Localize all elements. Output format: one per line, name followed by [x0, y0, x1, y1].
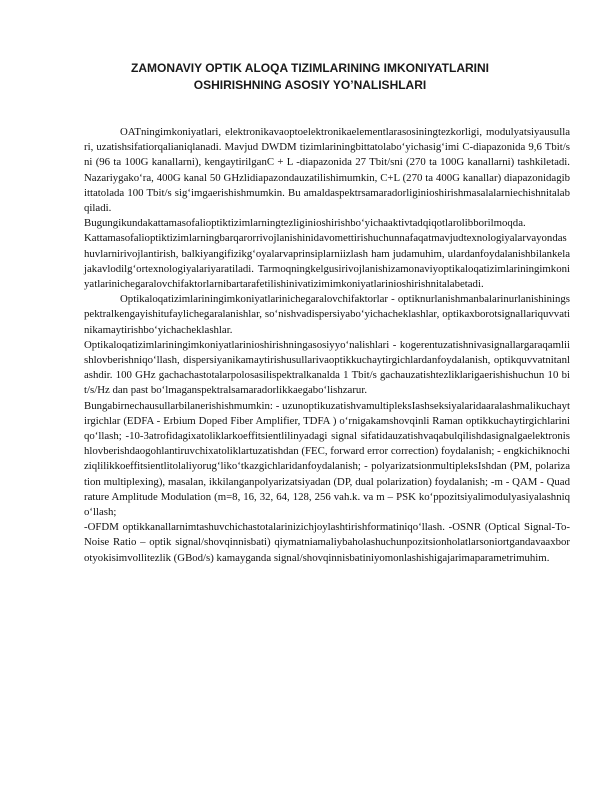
paragraph-intro: OATningimkoniyatlari, elektronikavaoptoelektronikaelementlarasosiningtezkorligi, modulyatsiyausullari, uzatishsifatiorqalianiqlanadi. Mavjud DWDM tizimlariningbittatolabo‘yichasig‘imi C-diapazonida 9,6 Tbit/sni (96 ta 100G kanallarni), kengaytirilganC + L -diapazonida 27 Tbit/sni (270 ta 100G kanallarni) tashkiletadi. Nazariygako‘ra, 400G kanal 50 GHzlidiapazondauzatilishimumkin, C+L (270 ta 400G kanallar) diapazonidagibittatolada 100 Tbit/s sig‘imgaerishishmumkin. Bu amaldaspektrsamaradorliginioshirishmasalalarniechishnitalabqiladi. [84, 126, 570, 215]
page-title [60, 60, 560, 94]
title-line-1: ZAMONAVIY OPTIK ALOQA TIZIMLARINING IMKONIYATLARINI [131, 61, 489, 75]
title-line-2: OSHIRISHNING ASOSIY YO’NALISHLARI [193, 78, 427, 92]
paragraph-ofdm-osnr: -OFDM optikkanallarnimtashuvchichastotalarinizichjoylashtirishformatiniqo‘llash. -OSNR (Optical Signal-To-Noise Ratio – optik signal/shovqinnisbati) qiymatniamaliybaholashuchunpozitsionholatlarsoniortgandavaaxborotyokisimvollitezlik (GBod/s) kamayganda signal/shovqinnisbatiniyomonlashishigajarimaparametrimuhim. [84, 521, 570, 564]
paragraph-development: Kattamasofalioptiktizimlarningbarqarorrivojlanishinidavomettirishuchunnafaqatmavjudtexnologiyalarvayondashuvlarnirivojlantirish, balkiyangifizikg‘oyalarvaprinsiplarniizlash ham judamuhim, ulardanfoydalanishbilankelajakavlodilg‘ortexnologiyalariyaratiladi. Tarmoqningkelgusirivojlanishizamonaviyoptikaloqatizimlariningimkoniyatlarinichegaralovchifaktorlarnibartarafetilishinivatizimimkoniyatlarinioshirishnitalabetadi. [84, 232, 570, 291]
paragraph-research: Bugungikundakattamasofalioptiktizimlarningtezliginioshirishbo‘yichaaktivtadqiqotlarolibborilmoqda. [84, 217, 526, 230]
paragraph-methods: Bungabirnechausullarbilanerishishmumkin: - uzunoptikuzatishvamultipleksIashseksiyalaridaaralashmalikuchaytirgichlar (EDFA - Erbium Doped Fiber Amplifier, TDFA ) o‘rnigakamshovqinli Raman optikkuchaytirgichlariniqo‘llash; -10-3atrofidagixatoliklarkoeffitsientlilinyadagi signal sifatidauzatishvaqabulqilishdasignalgaelektronishlovberishdaogohlantiruvchixatoliklartuzatishdan (FEC, forward error correction) foydalanish; - engkichiknochiziqlilikkoeffitsientlitolaliyorug‘liko‘tkazgichlaridanfoydalanish; - polyarizatsionmultipleksIshdan (PM, polarization multiplexing), masalan, ikkilanganpolyarizatsiyadan (DP, dual polarization) foydalanish; -m - QAM - Quadrature Amplitude Modulation (m=8, 16, 32, 64, 128, 256 vah.k. va m – PSK ko‘ppozitsiyalimodulyasiyalashniqo‘llash; [84, 399, 570, 519]
document-body [84, 125, 570, 566]
paragraph-limiting-factors: Optikaloqatizimlariningimkoniyatlarinichegaralovchifaktorlar - optiknurlanishmanbalarinurlanishiningspektralkengayishitufaylichegaralanishlar, so‘nishvadispersiyabo‘yichacheklashlar, optikaxborotsignallariquvvatinikamaytirishbo‘yichacheklashlar. [84, 293, 570, 336]
paragraph-main-directions: Optikaloqatizimlariningimkoniyatlarinioshirishningasosiyyo‘nalishlari - kogerentuzatishnivasignallargaraqamliishlovberishniqo‘llash, dispersiyanikamaytirishusullarivaoptikkuchaytirgichlardanfoydalanish, optikquvvatnitanlashdir. 100 GHz gachachastotalarpolosasilispektralkanalda 1 Tbit/s gachauzatishtezliklarigaerishishuchun 10 bit/s/Hz dan past bo‘lmaganspektralsamaradorlikkaegabo‘lishzarur. [84, 338, 570, 397]
